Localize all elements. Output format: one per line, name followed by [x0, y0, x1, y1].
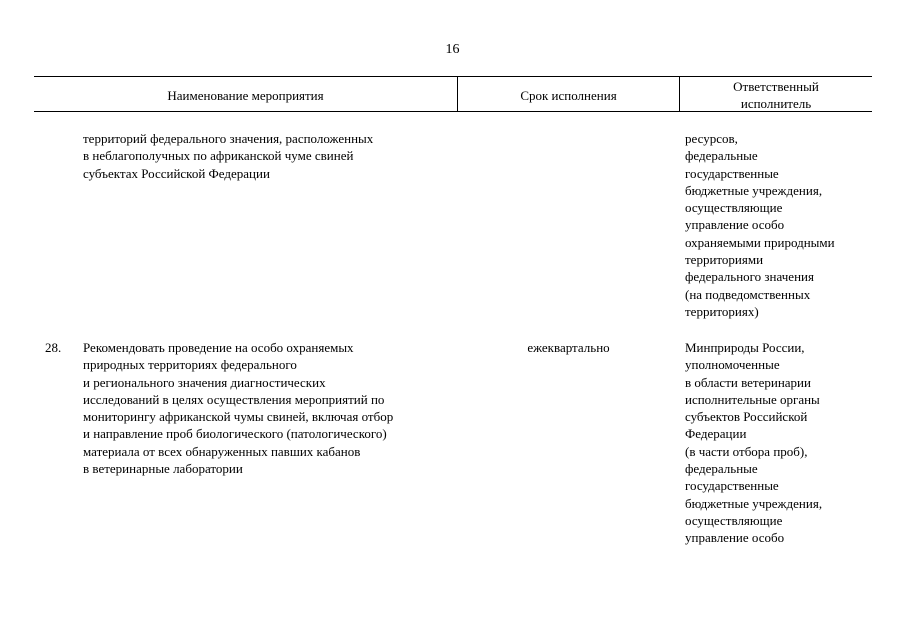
row-2-responsible-line: в области ветеринарии [685, 374, 811, 390]
row-2-deadline: ежеквартально [527, 340, 610, 355]
row-1-responsible-line: территориями [685, 252, 764, 268]
row-1-responsible-line: (на подведомственных [685, 286, 811, 302]
row-2-responsible-line: уполномоченные [685, 357, 780, 373]
row-1-responsible-line: федеральные [685, 148, 758, 164]
row-1-responsible-line: государственные [685, 165, 779, 181]
row-2-responsible-line: Минприроды России, [685, 340, 805, 355]
row-2-name-line: в ветеринарные лаборатории [83, 461, 243, 477]
table-header-top-border [34, 76, 872, 77]
header-col-name: Наименование мероприятия [167, 88, 324, 103]
row-1-name-line: территорий федерального значения, расположенных [83, 131, 374, 146]
row-2-responsible-line: управление особо [685, 530, 785, 546]
row-2-name-line: материала от всех обнаруженных павших кабанов [83, 443, 361, 459]
header-col-responsible-line1: Ответственный [733, 79, 819, 94]
row-2-responsible-line: осуществляющие [685, 512, 783, 528]
row-2-responsible-line: Федерации [685, 426, 747, 442]
row-1-responsible-line: осуществляющие [685, 200, 783, 216]
row-2-responsible-line: бюджетные учреждения, [685, 495, 823, 511]
row-2-name-line: Рекомендовать проведение на особо охраняемых [83, 340, 354, 355]
row-1-name-line: в неблагополучных по африканской чуме свиней [83, 148, 354, 164]
row-2-number: 28. [45, 340, 62, 355]
page-number: 16 [445, 42, 460, 57]
row-2-name-line: и направление проб биологического (патологического) [83, 426, 387, 442]
row-2-responsible [685, 339, 822, 547]
row-2-responsible-line: федеральные [685, 461, 758, 477]
header-col-responsible [680, 78, 872, 112]
row-2-name-line: исследований в целях осуществления мероприятий по [83, 391, 385, 407]
row-1-name [83, 130, 373, 182]
row-2-name [83, 339, 393, 477]
header-col-deadline: Срок исполнения [520, 88, 617, 103]
row-1-responsible-line: управление особо [685, 217, 785, 233]
row-1-responsible-line: ресурсов, [685, 131, 738, 146]
row-1-name-line: субъектах Российской Федерации [83, 165, 270, 181]
row-2-responsible-line: (в части отбора проб), [685, 443, 808, 459]
row-1-responsible [685, 130, 835, 320]
row-2-responsible-line: государственные [685, 478, 779, 494]
row-2-name-line: и регионального значения диагностических [83, 374, 326, 390]
row-1-responsible-line: федерального значения [685, 269, 814, 285]
row-1-responsible-line: охраняемыми природными [685, 234, 835, 250]
row-2-responsible-line: исполнительные органы [685, 391, 820, 407]
header-col-responsible-line2: исполнитель [740, 96, 812, 111]
row-2-name-line: природных территориях федерального [83, 357, 297, 373]
row-1-responsible-line: бюджетные учреждения, [685, 182, 823, 198]
row-2-name-line: мониторингу африканской чумы свиней, включая отбор [83, 409, 394, 425]
row-2-responsible-line: субъектов Российской [685, 409, 808, 425]
row-1-responsible-line: территориях) [685, 303, 759, 319]
